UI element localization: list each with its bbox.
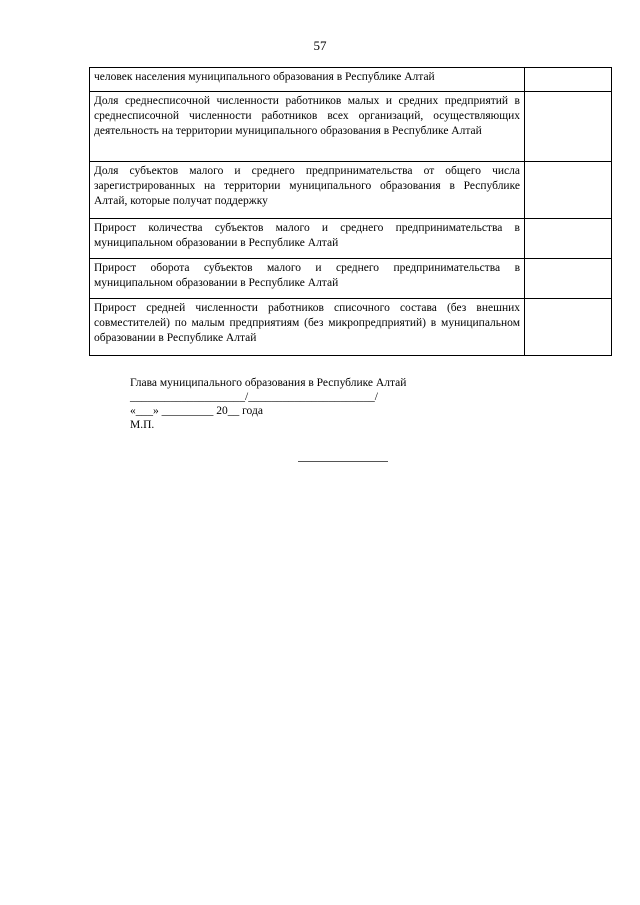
table-row: [90, 162, 612, 219]
indicator-name-cell: человек населения муниципального образования в Республике Алтай: [90, 68, 525, 92]
indicator-name-cell: Прирост средней численности работников списочного состава (без внешних совместителей) по малым предприятиям (без микропредприятий) в муниципальном образовании в Республике Алтай: [90, 299, 525, 356]
indicator-value-cell: [525, 219, 612, 259]
signature-line: ____________________/______________________/: [130, 391, 378, 403]
indicator-value-cell: [525, 299, 612, 356]
table-row: [90, 259, 612, 299]
indicators-table: [89, 67, 612, 356]
table-row: [90, 68, 612, 92]
table-row: [90, 299, 612, 356]
indicator-name-cell: Доля субъектов малого и среднего предпринимательства от общего числа зарегистрированных на территории муниципального образования в Республике Алтай, которые получат поддержку: [90, 162, 525, 219]
indicator-value-cell: [525, 162, 612, 219]
indicator-name-cell: Доля среднесписочной численности работников малых и средних предприятий в среднесписочной численности работников всех организаций, осуществляющих деятельность на территории муниципального образования в Республике Алтай: [90, 92, 525, 162]
end-divider: [298, 461, 388, 462]
table-row: [90, 219, 612, 259]
indicator-name-cell: Прирост количества субъектов малого и среднего предпринимательства в муниципальном образовании в Республике Алтай: [90, 219, 525, 259]
seal-placeholder: М.П.: [130, 419, 155, 431]
signatory-title: Глава муниципального образования в Республике Алтай: [130, 377, 407, 389]
indicator-name-cell: Прирост оборота субъектов малого и среднего предпринимательства в муниципальном образовании в Республике Алтай: [90, 259, 525, 299]
indicator-value-cell: [525, 259, 612, 299]
page-number: 57: [313, 38, 327, 53]
table-row: [90, 92, 612, 162]
signature-block: [130, 376, 406, 432]
signature-date: «___» _________ 20__ года: [130, 405, 263, 417]
indicator-value-cell: [525, 92, 612, 162]
indicator-value-cell: [525, 68, 612, 92]
